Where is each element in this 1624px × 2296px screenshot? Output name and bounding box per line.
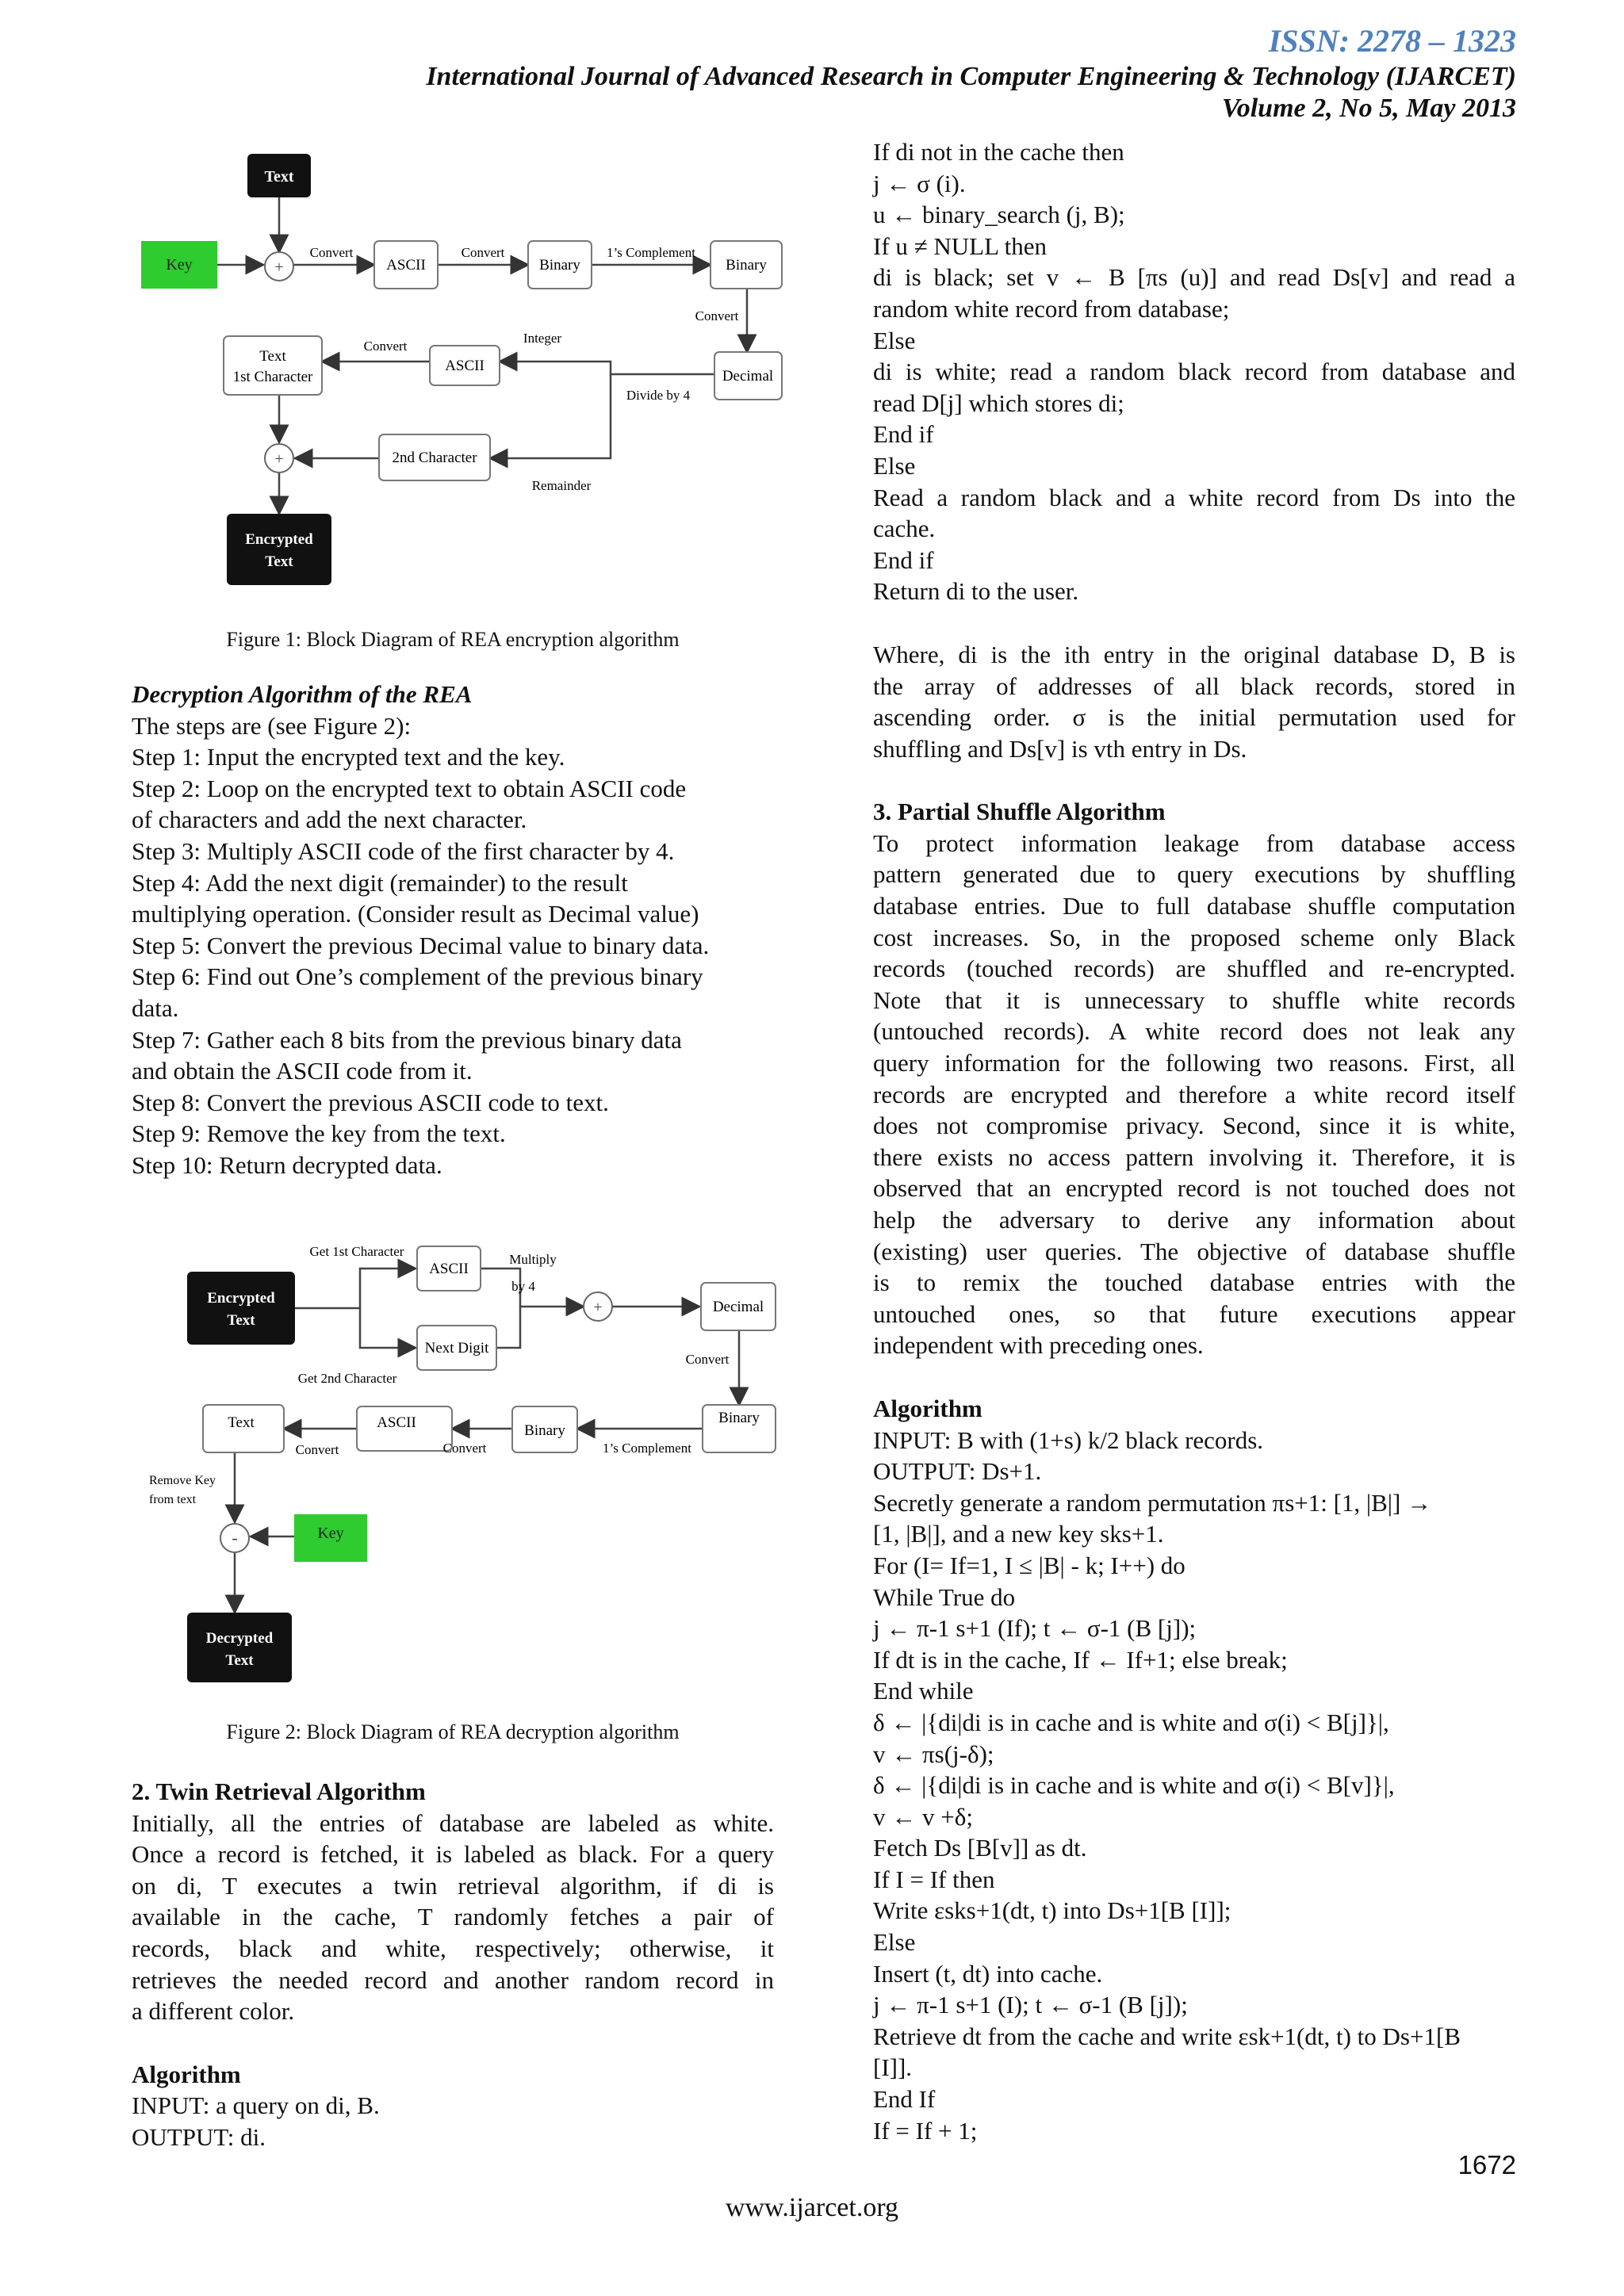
figure-1-diagram — [132, 147, 798, 591]
edge-convert-3: Convert — [295, 1442, 339, 1457]
left-line: and obtain the ASCII code from it. — [132, 1057, 473, 1085]
algo-line: j ← π-1 s+1 (I); t ← σ-1 (B [j]); — [873, 1991, 1188, 2019]
left-line: Step 6: Find out One’s complement of the previous binary — [132, 962, 703, 991]
left-line: Step 2: Loop on the encrypted text to obtain ASCII code — [132, 774, 687, 802]
key-node-label: Key — [317, 1525, 344, 1542]
edge-get-first: Get 1st Character — [309, 1244, 404, 1259]
text-first-char-node — [224, 336, 322, 395]
journal-title: International Journal of Advanced Research in Computer Engineering & Technology (IJARCET) — [426, 62, 1516, 91]
partial-line: (untouched records). A white record does not leak any — [873, 1017, 1515, 1046]
edge-get-second: Get 2nd Character — [297, 1371, 397, 1386]
algo-line: δ ← |{di|di is in cache and is white and σ(i) < B[v]}|, — [873, 1771, 1395, 1800]
edge-convert-2: Convert — [461, 245, 505, 260]
partial-line: query information for the following two reasons. First, all — [873, 1049, 1515, 1077]
decimal-node-label: Decimal — [722, 368, 774, 385]
edge-multiply: Multiply — [509, 1252, 557, 1267]
next-digit-label: Next Digit — [424, 1340, 489, 1357]
twin-retrieval-heading: 2. Twin Retrieval Algorithm — [132, 1777, 426, 1805]
algo-line: If I = If then — [873, 1865, 995, 1893]
algorithm-heading-left: Algorithm — [132, 2060, 241, 2088]
binary-node-2-label: Binary — [718, 1410, 760, 1426]
key-node-label: Key — [166, 256, 193, 274]
right-top-line: j ← σ (i). — [873, 169, 966, 197]
twin-line: Initially, all the entries of database are labeled as white. — [132, 1808, 774, 1837]
edge-ones-complement: 1’s Complement — [607, 245, 695, 260]
ascii-node-2-label: ASCII — [445, 358, 485, 374]
right-top-line: Read a random black and a white record from Ds into the — [873, 483, 1515, 511]
ascii-node-1-label: ASCII — [429, 1261, 469, 1277]
algo-line: End If — [873, 2085, 936, 2114]
second-char-label: 2nd Character — [392, 450, 477, 466]
left-line: Step 7: Gather each 8 bits from the previous binary data — [132, 1025, 682, 1054]
right-top-line: Return di to the user. — [873, 577, 1079, 606]
right-column — [873, 136, 1515, 2146]
issn-header: ISSN: 2278 – 1323 — [1268, 23, 1516, 59]
ascii-node-1-label: ASCII — [386, 257, 426, 274]
binary-node-1-label: Binary — [524, 1422, 565, 1439]
partial-line: records are encrypted and therefore a white record itself — [873, 1080, 1515, 1108]
where-line: Where, di is the ith entry in the original database D, B is — [873, 640, 1515, 668]
left-line: Step 8: Convert the previous ASCII code to text. — [132, 1088, 609, 1116]
left-line: Step 9: Remove the key from the text. — [132, 1119, 506, 1148]
algo-line: j ← π-1 s+1 (If); t ← σ-1 (B [j]); — [873, 1614, 1197, 1643]
where-line: ascending order. σ is the initial permutation used for — [873, 703, 1515, 732]
right-top-line: End if — [873, 545, 934, 574]
partial-line: there exists no access pattern involving it. Therefore, it is — [873, 1142, 1515, 1171]
encrypted-text-node — [227, 514, 331, 585]
algo-line: [1, |B|], and a new key sks+1. — [873, 1520, 1164, 1548]
partial-line: is to remix the touched database entries with the — [873, 1269, 1515, 1297]
plus-node-2-label: + — [274, 450, 284, 468]
algo-line: INPUT: B with (1+s) k/2 black records. — [873, 1425, 1264, 1454]
left-line: Step 1: Input the encrypted text and the key. — [132, 743, 565, 771]
twin-line: available in the cache, T randomly fetches a pair of — [132, 1903, 774, 1931]
right-top-line: random white record from database; — [873, 294, 1230, 323]
edge-convert-3: Convert — [695, 308, 739, 323]
algo-line: [I]]. — [873, 2053, 913, 2082]
algo-line: v ← πs(j-δ); — [873, 1739, 994, 1768]
edge-remove-key-1: Remove Key — [149, 1474, 216, 1487]
algo-line: Fetch Ds [B[v]] as dt. — [873, 1834, 1087, 1862]
text-node-label: Text — [264, 168, 294, 186]
algorithm-heading-right: Algorithm — [873, 1394, 982, 1422]
partial-line: To protect information leakage from database access — [873, 828, 1515, 857]
partial-line: does not compromise privacy. Second, since it is white, — [873, 1112, 1515, 1140]
encrypted-text-label-2: Text — [265, 553, 293, 570]
partial-line: untouched ones, so that future executions appear — [873, 1299, 1515, 1328]
left-line: data. — [132, 993, 179, 1022]
right-top-line: Else — [873, 451, 916, 480]
volume-info: Volume 2, No 5, May 2013 — [1221, 94, 1516, 123]
partial-line: pattern generated due to query executions by shuffling — [873, 860, 1515, 889]
partial-line: records (touched records) are shuffled and re-encrypted. — [873, 955, 1515, 983]
ascii-node-2-label: ASCII — [377, 1414, 416, 1431]
encrypted-text-label-1: Encrypted — [207, 1290, 275, 1307]
algo-line: Write εsks+1(dt, t) into Ds+1[B [I]]; — [873, 1896, 1231, 1925]
left-column-decryption — [132, 679, 774, 1181]
decrypted-text-label-2: Text — [225, 1652, 254, 1669]
algo-line: If dt is in the cache, If ← If+1; else break; — [873, 1645, 1288, 1674]
right-top-line: u ← binary_search (j, B); — [873, 201, 1125, 229]
left-column-twin — [132, 1776, 774, 2153]
right-top-line: di is white; read a random black record from database and — [873, 358, 1515, 386]
algo-line: Retrieve dt from the cache and write εsk+1(dt, t) to Ds+1[B — [873, 2022, 1461, 2050]
algo-line: δ ← |{di|di is in cache and is white and σ(i) < B[j]}|, — [873, 1708, 1389, 1736]
encrypted-text-label-1: Encrypted — [245, 531, 313, 548]
right-top-line: End if — [873, 420, 934, 449]
minus-node-label: - — [232, 1528, 238, 1548]
twin-line: records, black and white, respectively; otherwise, it — [132, 1934, 774, 1962]
algo-line: INPUT: a query on di, B. — [132, 2091, 380, 2120]
plus-node-label: + — [593, 1299, 603, 1316]
twin-line: Once a record is fetched, it is labeled as black. For a query — [132, 1840, 774, 1869]
text-first-char-label-1: Text — [259, 348, 286, 365]
partial-line: independent with preceding ones. — [873, 1331, 1204, 1360]
binary-node-1-label: Binary — [539, 257, 580, 274]
right-top-line: Else — [873, 326, 916, 354]
algo-line: While True do — [873, 1582, 1016, 1611]
edge-convert-2: Convert — [442, 1441, 487, 1456]
edge-remainder: Remainder — [531, 478, 592, 493]
partial-line: Note that it is unnecessary to shuffle white records — [873, 985, 1515, 1014]
left-line: Step 5: Convert the previous Decimal value to binary data. — [132, 931, 710, 959]
partial-line: help the adversary to derive any information about — [873, 1206, 1515, 1234]
algo-line: v ← v +δ; — [873, 1802, 973, 1831]
algo-line: OUTPUT: di. — [132, 2122, 266, 2151]
edge-integer: Integer — [523, 331, 562, 346]
right-top-line: If di not in the cache then — [873, 138, 1124, 166]
encrypted-text-node — [187, 1272, 295, 1345]
decrypted-text-node — [187, 1613, 292, 1682]
left-line: Step 3: Multiply ASCII code of the first character by 4. — [132, 836, 675, 865]
right-top-line: cache. — [873, 515, 936, 543]
partial-line: database entries. Due to full database shuffle computation — [873, 892, 1515, 920]
left-line: The steps are (see Figure 2): — [132, 711, 412, 740]
algo-line: Insert (t, dt) into cache. — [873, 1959, 1103, 1988]
text-node-label: Text — [228, 1414, 255, 1431]
decryption-heading: Decryption Algorithm of the REA — [132, 680, 473, 708]
edge-ones-complement: 1’s Complement — [603, 1441, 691, 1456]
twin-line: a different color. — [132, 1997, 295, 2026]
figure-2-caption: Figure 2: Block Diagram of REA decryption algorithm — [226, 1720, 680, 1743]
edge-by4: by 4 — [511, 1279, 535, 1294]
page-number: 1672 — [1457, 2150, 1516, 2179]
algo-line: Else — [873, 1928, 916, 1957]
binary-node-2-label: Binary — [726, 257, 767, 274]
decrypted-text-label-1: Decrypted — [205, 1630, 274, 1647]
partial-line: cost increases. So, in the proposed scheme only Black — [873, 923, 1515, 951]
left-line: Step 10: Return decrypted data. — [132, 1150, 442, 1179]
encrypted-text-label-2: Text — [227, 1312, 255, 1329]
algo-line: OUTPUT: Ds+1. — [873, 1457, 1042, 1486]
where-line: shuffling and Ds[v] is vth entry in Ds. — [873, 734, 1247, 763]
footer-url[interactable]: www.ijarcet.org — [725, 2193, 899, 2222]
where-line: the array of addresses of all black records, stored in — [873, 672, 1515, 700]
edge-convert-1: Convert — [685, 1352, 730, 1367]
figure-1-caption: Figure 1: Block Diagram of REA encryption algorithm — [226, 628, 680, 651]
left-line: multiplying operation. (Consider result as Decimal value) — [132, 900, 699, 928]
algo-line: For (I= If=1, I ≤ |B| - k; I++) do — [873, 1551, 1185, 1579]
edge-divide: Divide by 4 — [626, 388, 691, 403]
text-first-char-label-2: 1st Character — [232, 369, 313, 385]
edge-convert-1: Convert — [309, 245, 354, 260]
partial-shuffle-heading: 3. Partial Shuffle Algorithm — [873, 798, 1166, 826]
algo-line: End while — [873, 1677, 974, 1705]
right-top-line: di is black; set v ← B [πs (u)] and read Ds[v] and read a — [873, 263, 1515, 292]
partial-line: observed that an encrypted record is not touched does not — [873, 1174, 1515, 1203]
algo-line: Secretly generate a random permutation πs+1: [1, |B|] → — [873, 1488, 1432, 1517]
partial-line: (existing) user queries. The objective of database shuffle — [873, 1237, 1515, 1265]
left-line: of characters and add the next character. — [132, 806, 527, 834]
algo-line: If = If + 1; — [873, 2116, 978, 2145]
twin-line: retrieves the needed record and another random record in — [132, 1965, 774, 1994]
right-top-line: read D[j] which stores di; — [873, 388, 1124, 417]
twin-line: on di, T executes a twin retrieval algorithm, if di is — [132, 1871, 774, 1900]
decimal-node-label: Decimal — [712, 1299, 764, 1315]
figure-2-diagram — [132, 1237, 798, 1689]
edge-remove-key-2: from text — [149, 1493, 197, 1506]
edge-convert-4: Convert — [363, 339, 408, 354]
left-line: Step 4: Add the next digit (remainder) to the result — [132, 868, 628, 897]
plus-node-1-label: + — [274, 258, 284, 276]
right-top-line: If u ≠ NULL then — [873, 232, 1048, 260]
